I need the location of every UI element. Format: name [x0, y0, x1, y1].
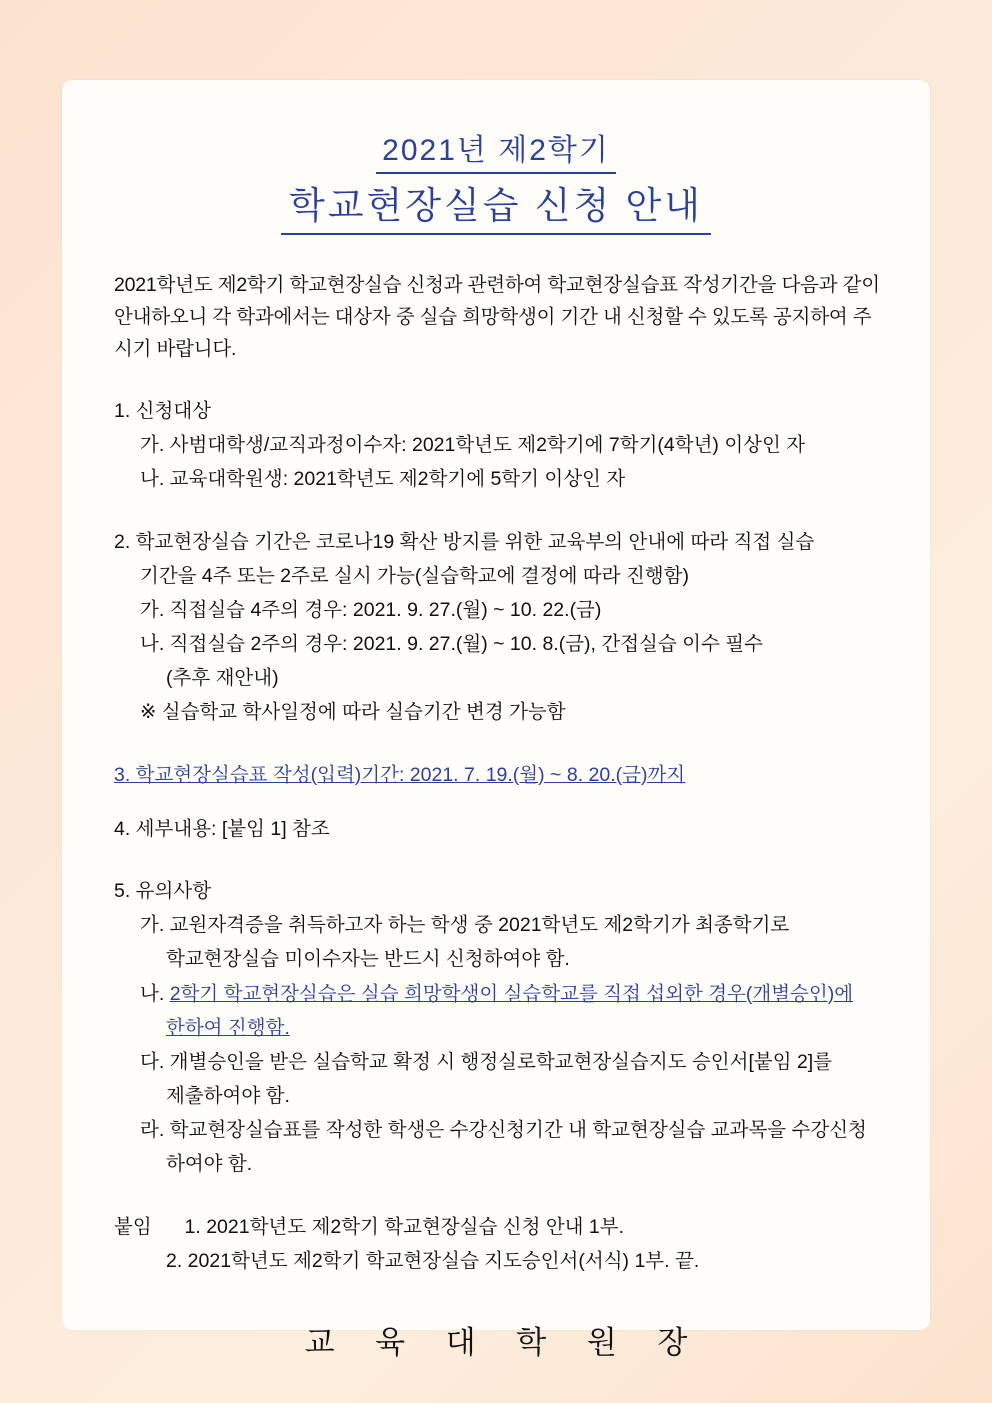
spacer-2 [106, 737, 886, 759]
section-2-heading: 2. 학교현장실습 기간은 코로나19 확산 방지를 위한 교육부의 안내에 따라 직접 실습 [114, 530, 815, 553]
spacer-1 [106, 504, 886, 526]
section-2-heading-cont: 기간을 4주 또는 2주로 실시 가능(실습학교에 결정에 따라 진행함) [140, 564, 689, 587]
section-2-item-b-cont: (추후 재안내) [166, 667, 279, 690]
section-1 [114, 395, 886, 496]
document-page [62, 80, 930, 1360]
spacer-3 [106, 791, 886, 813]
section-5-item-b: 2학기 학교현장실습은 실습 희망학생이 실습학교를 직접 섭외한 경우(개별승인)에 [169, 982, 854, 1005]
intro-paragraph: 2021학년도 제2학기 학교현장실습 신청과 관련하여 학교현장실습표 작성기간을 다음과 같이 안내하오니 각 학과에서는 대상자 중 실습 희망학생이 기간 내 신청할 수 있도록 공지하여 주시기 바랍니다. [114, 273, 880, 360]
section-5-item-c: 다. 개별승인을 받은 실습학교 확정 시 행정실로학교현장실습지도 승인서[붙임 2]를 [140, 1050, 833, 1073]
document-body [106, 269, 886, 1368]
section-1-item-b: 나. 교육대학원생: 2021학년도 제2학기에 5학기 이상인 자 [140, 468, 626, 491]
section-2-note: ※ 실습학교 학사일정에 따라 실습기간 변경 가능함 [140, 701, 566, 724]
section-2 [114, 526, 886, 729]
title-line-2: 학교현장실습 신청 안내 [281, 182, 711, 235]
title-second-line-wrap [106, 174, 886, 235]
title-first-line-wrap [106, 132, 886, 174]
section-5-heading: 5. 유의사항 [114, 880, 212, 902]
section-1-item-a: 가. 사범대학생/교직과정이수자: 2021학년도 제2학기에 7학기(4학년) 이상인 자 [140, 434, 806, 457]
section-4 [114, 813, 886, 845]
attachments-label: 붙임 [114, 1215, 152, 1238]
attachments-row-1 [114, 1211, 886, 1243]
spacer-5 [106, 1189, 886, 1211]
section-5-item-a-cont: 학교현장실습 미이수자는 반드시 신청하여야 함. [166, 948, 570, 971]
section-5-item-b-row [140, 978, 886, 1010]
section-5-item-a: 가. 교원자격증을 취득하고자 하는 학생 중 2021학년도 제2학기가 최종학기로 [140, 914, 790, 937]
section-2-item-a: 가. 직접실습 4주의 경우: 2021. 9. 27.(월) ~ 10. 22.(금) [140, 598, 602, 621]
section-4-text: 4. 세부내용: [붙임 1] 참조 [114, 817, 330, 840]
attachment-item-1: 1. 2021학년도 제2학기 학교현장실습 신청 안내 1부. [184, 1215, 625, 1238]
section-5 [114, 875, 886, 1181]
section-5-item-d-cont: 하여야 함. [166, 1153, 253, 1176]
spacer-4 [106, 853, 886, 875]
title-line-1: 2021년 제2학기 [376, 132, 616, 174]
section-3-highlight: 3. 학교현장실습표 작성(입력)기간: 2021. 7. 19.(월) ~ 8. 20.(금)까지 [114, 763, 686, 786]
attachment-item-2: 2. 2021학년도 제2학기 학교현장실습 지도승인서(서식) 1부. 끝. [166, 1249, 700, 1272]
section-5-item-b-label: 나. [140, 982, 165, 1005]
section-5-item-b-cont: 한하여 진행함. [166, 1016, 290, 1039]
document-title-block [106, 132, 886, 235]
section-5-item-c-cont: 제출하여야 함. [166, 1085, 290, 1108]
signature-line: 교 육 대 학 원 장 [304, 1324, 704, 1360]
section-5-item-b-cont-wrap [166, 1012, 886, 1044]
section-1-heading: 1. 신청대상 [114, 400, 212, 423]
section-2-item-b: 나. 직접실습 2주의 경우: 2021. 9. 27.(월) ~ 10. 8.(금), 간접실습 이수 필수 [140, 633, 763, 656]
attachments-block [114, 1211, 886, 1277]
section-5-item-d: 라. 학교현장실습표를 작성한 학생은 수강신청기간 내 학교현장실습 교과목을 수강신청 [140, 1119, 867, 1142]
